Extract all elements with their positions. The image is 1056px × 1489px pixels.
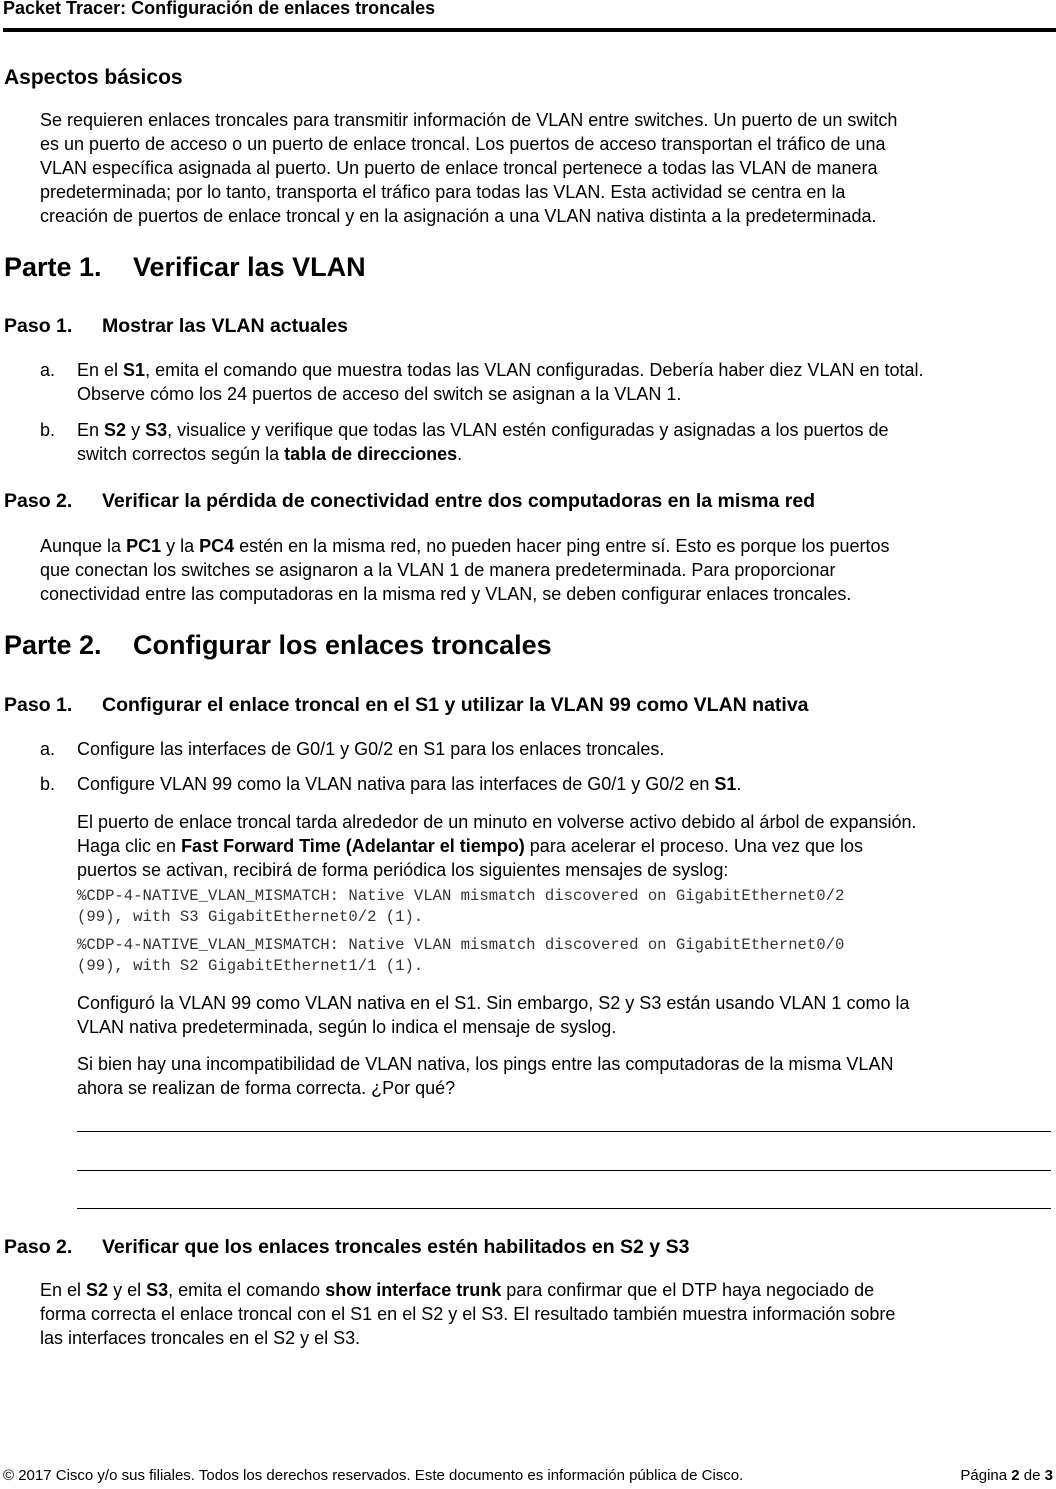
bold-run: show interface trunk: [325, 1280, 502, 1300]
page-number: [960, 1467, 1053, 1484]
parte1-paso2-paragraph: [40, 534, 1050, 606]
text-run: puertos se activan, recibirá de forma periódica los siguientes mensajes de syslog:: [77, 860, 729, 880]
text-run: conectividad entre las computadoras en la misma red y VLAN, se deben configurar enlaces troncales.: [40, 584, 852, 604]
paso-title: Mostrar las VLAN actuales: [102, 315, 349, 337]
text-run: que conectan los switches se asignaron a la VLAN 1 de manera predeterminada. Para proporcionar: [40, 560, 836, 580]
paso-number: Paso 2.: [4, 490, 73, 512]
text-run: Configuró la VLAN 99 como VLAN nativa en el S1. Sin embargo, S2 y S3 están usando VLAN 1 como la: [77, 993, 910, 1013]
bold-run: PC1: [126, 536, 162, 556]
text-run: y: [126, 420, 146, 440]
text-run: .: [457, 444, 463, 464]
spanning-tree-paragraph: [77, 810, 1055, 882]
text-run: En: [77, 420, 105, 440]
text-run: las interfaces troncales en el S2 y el S3.: [40, 1328, 361, 1348]
parte2-title: Configurar los enlaces troncales: [133, 630, 552, 660]
text-run: En el: [77, 360, 124, 380]
current-page: 2: [1011, 1467, 1020, 1484]
text-run: y la: [161, 536, 200, 556]
text-run: , emita el comando que muestra todas las VLAN configuradas. Debería haber diez VLAN en total.: [145, 360, 924, 380]
aspectos-line: predeterminada; por lo tanto, transporta el tráfico para todas las VLAN. Esta actividad se centra en la: [40, 182, 846, 202]
bold-run: S3: [145, 420, 168, 440]
bold-run: S1: [123, 360, 146, 380]
parte1-heading: [4, 252, 366, 283]
text-run: En el: [40, 1280, 87, 1300]
bold-run: S3: [146, 1280, 169, 1300]
text-run: Si bien hay una incompatibilidad de VLAN nativa, los pings entre las computadoras de la misma VLAN: [77, 1054, 894, 1074]
list-letter: a.: [40, 360, 56, 380]
parte1-paso1-heading: [4, 315, 348, 338]
parte2-paso2-paragraph: [40, 1278, 1050, 1350]
text-run: El puerto de enlace troncal tarda alrededor de un minuto en volverse activo debido al árbol de expansión.: [77, 812, 917, 832]
footer-copyright: © 2017 Cisco y/o sus filiales. Todos los derechos reservados. Este documento es información pública de Cisco.: [3, 1467, 744, 1484]
list-letter: a.: [40, 739, 56, 759]
list-letter: b.: [40, 420, 56, 440]
answer-line[interactable]: [77, 1208, 1051, 1209]
aspectos-paragraph: [40, 108, 1050, 228]
text-run: switch correctos según la: [77, 444, 285, 464]
text-run: Página: [960, 1467, 1008, 1484]
paso-title: Verificar que los enlaces troncales estén habilitados en S2 y S3: [102, 1236, 690, 1258]
syslog-line: %CDP-4-NATIVE_VLAN_MISMATCH: Native VLAN mismatch discovered on GigabitEthernet0/0: [77, 936, 845, 954]
syslog-line: %CDP-4-NATIVE_VLAN_MISMATCH: Native VLAN mismatch discovered on GigabitEthernet0/2: [77, 887, 845, 905]
parte2-paso1-heading: [4, 694, 809, 717]
parte1-number: Parte 1.: [4, 252, 102, 282]
total-pages: 3: [1044, 1467, 1053, 1484]
bold-run: S2: [86, 1280, 109, 1300]
parte2-number: Parte 2.: [4, 630, 102, 660]
text-run: .: [736, 774, 742, 794]
text-run: , visualice y verifique que todas las VLAN estén configuradas y asignadas a los puertos de: [167, 420, 889, 440]
bold-run: tabla de direcciones: [284, 444, 458, 464]
text-run: y el: [108, 1280, 147, 1300]
paso-title: Configurar el enlace troncal en el S1 y utilizar la VLAN 99 como VLAN nativa: [102, 694, 809, 716]
text-run: ahora se realizan de forma correcta. ¿Por qué?: [77, 1078, 456, 1098]
list-text: [77, 418, 1056, 466]
text-run: Haga clic en: [77, 836, 182, 856]
text-run: forma correcta el enlace troncal con el S1 en el S2 y el S3. El resultado también muestra información sobre: [40, 1304, 896, 1324]
list-text: [77, 772, 1056, 796]
syslog-message: [77, 935, 1037, 977]
parte2-heading: [4, 630, 552, 661]
syslog-message: [77, 886, 1037, 928]
list-text: Configure las interfaces de G0/1 y G0/2 en S1 para los enlaces troncales.: [77, 739, 665, 759]
text-run: para acelerar el proceso. Una vez que los: [524, 836, 863, 856]
text-run: de: [1023, 1467, 1041, 1484]
list-letter: b.: [40, 774, 56, 794]
answer-line[interactable]: [77, 1170, 1051, 1171]
document-title: Packet Tracer: Configuración de enlaces troncales: [3, 0, 436, 18]
bold-run: S1: [714, 774, 737, 794]
text-run: Observe cómo los 24 puertos de acceso del switch se asignan a la VLAN 1.: [77, 384, 682, 404]
syslog-line: (99), with S3 GigabitEthernet0/2 (1).: [77, 908, 424, 926]
answer-line[interactable]: [77, 1131, 1051, 1132]
parte1-title: Verificar las VLAN: [133, 252, 366, 282]
list-text: [77, 358, 1056, 406]
section-heading-aspectos: Aspectos básicos: [4, 66, 183, 89]
text-run: Configure VLAN 99 como la VLAN nativa para las interfaces de G0/1 y G0/2 en: [77, 774, 715, 794]
paso-number: Paso 2.: [4, 1236, 73, 1258]
question-paragraph: [77, 1052, 1055, 1100]
text-run: para confirmar que el DTP haya negociado de: [501, 1280, 875, 1300]
bold-run: Fast Forward Time (Adelantar el tiempo): [181, 836, 525, 856]
aspectos-line: creación de puertos de enlace troncal y en la asignación a una VLAN nativa distinta a la predeterminada.: [40, 206, 877, 226]
aspectos-line: Se requieren enlaces troncales para transmitir información de VLAN entre switches. Un puerto de un switch: [40, 110, 898, 130]
aspectos-line: VLAN específica asignada al puerto. Un puerto de enlace troncal pertenece a todas las VLAN de manera: [40, 158, 878, 178]
text-run: , emita el comando: [168, 1280, 326, 1300]
bold-run: PC4: [199, 536, 235, 556]
paso-number: Paso 1.: [4, 315, 73, 337]
syslog-line: (99), with S2 GigabitEthernet1/1 (1).: [77, 957, 424, 975]
aspectos-line: es un puerto de acceso o un puerto de enlace troncal. Los puertos de acceso transportan el tráfico de una: [40, 134, 886, 154]
parte2-paso2-heading: [4, 1236, 689, 1259]
text-run: estén en la misma red, no pueden hacer ping entre sí. Esto es porque los puertos: [234, 536, 890, 556]
parte1-paso2-heading: [4, 490, 815, 513]
page-header: [3, 0, 1056, 32]
text-run: VLAN nativa predeterminada, según lo indica el mensaje de syslog.: [77, 1017, 617, 1037]
paso-title: Verificar la pérdida de conectividad entre dos computadoras en la misma red: [102, 490, 816, 512]
paso-number: Paso 1.: [4, 694, 73, 716]
text-run: Aunque la: [40, 536, 127, 556]
bold-run: S2: [104, 420, 127, 440]
native-vlan-paragraph: [77, 991, 1055, 1039]
